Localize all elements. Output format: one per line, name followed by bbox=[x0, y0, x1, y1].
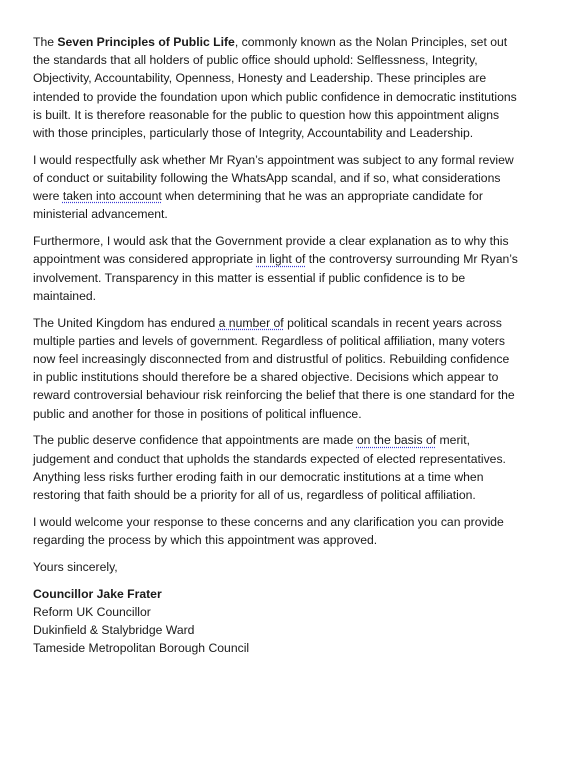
grammar-suggestion-on-the-basis-of[interactable]: on the basis of bbox=[356, 433, 437, 448]
text: Furthermore, I would ask that the Government provide a clear explanation as to why this appointment was considered appropriate bbox=[33, 234, 509, 267]
text: when determining that he was an appropriate candidate for ministerial advancement. bbox=[33, 189, 483, 222]
signature-name bbox=[33, 585, 518, 603]
text: The bbox=[33, 35, 58, 49]
paragraph-explanation-request bbox=[33, 232, 518, 305]
signature-council: Tameside Metropolitan Borough Council bbox=[33, 641, 250, 656]
signature-block bbox=[33, 585, 518, 658]
signature-title: Reform UK Councillor bbox=[33, 604, 151, 619]
text: political scandals in recent years across multiple parties and levels of government. Regardless of political affiliation, many voters now feel increasingly disconnected from and distrustful of politics. Rebuilding confidence in public institutions should therefore be a shared objective. Decisions which appear to reward controversial behaviour risk reinforcing the belief that there is one standard for the public and another for those in positions of political influence. bbox=[33, 315, 515, 421]
paragraph-response-request: I would welcome your response to these concerns and any clarification you can provide regarding the process by which this appointment was approved. bbox=[33, 514, 504, 548]
signature-name-text: Councillor Jake Frater bbox=[33, 586, 162, 601]
grammar-suggestion-in-light-of[interactable]: in light of bbox=[256, 252, 306, 267]
paragraph-scandals bbox=[33, 314, 518, 423]
text: The public deserve confidence that appointments are made bbox=[33, 433, 357, 448]
closing: Yours sincerely, bbox=[33, 559, 118, 574]
text: I would respectfully ask whether Mr Ryan’s appointment was subject to any formal review of conduct or suitability following the WhatsApp scandal, and if so, what considerations were bbox=[33, 152, 514, 204]
text: The United Kingdom has endured bbox=[33, 315, 219, 330]
grammar-suggestion-taken-into-account[interactable]: taken into account bbox=[62, 189, 162, 204]
letter-body bbox=[33, 33, 518, 657]
paragraph-nolan-principles bbox=[33, 33, 518, 142]
paragraph-review-question bbox=[33, 151, 518, 224]
text: the controversy surrounding Mr Ryan’s involvement. Transparency in this matter is essential if public confidence is to be maintained. bbox=[33, 252, 518, 303]
bold-principles-title: Seven Principles of Public Life bbox=[57, 35, 235, 49]
grammar-suggestion-a-number-of[interactable]: a number of bbox=[218, 315, 284, 330]
paragraph-public-confidence bbox=[33, 431, 518, 504]
signature-ward: Dukinfield & Stalybridge Ward bbox=[33, 623, 195, 638]
text: , commonly known as the Nolan Principles, set out the standards that all holders of public office should uphold: Selflessness, Integrity, Objectivity, Accountability, Openness, Honesty and Leadership. These principles are intended to provide the foundation upon which public confidence in democratic institutions is built. It is therefore reasonable for the public to question how this appointment aligns with those principles, particularly those of Integrity, Accountability and Leadership. bbox=[33, 35, 517, 141]
text: merit, judgement and conduct that upholds the standards expected of elected representatives. Anything less risks further eroding faith in our democratic institutions at a time when restoring that faith should be a priority for all of us, regardless of political affiliation. bbox=[33, 433, 506, 503]
